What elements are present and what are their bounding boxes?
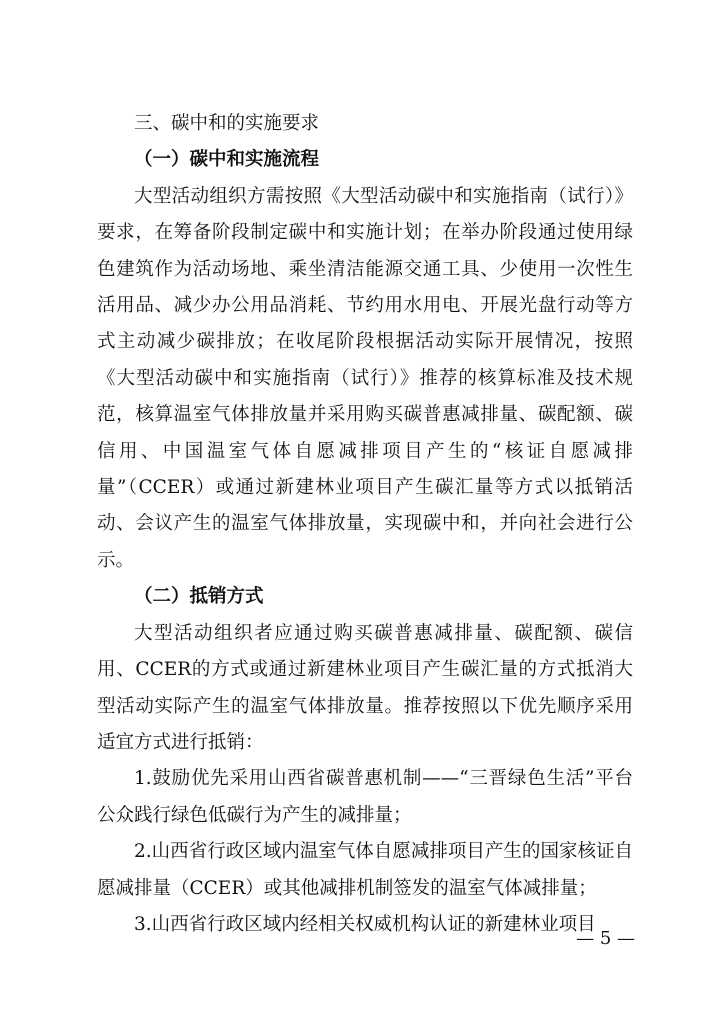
offset-paragraph: 大型活动组织者应通过购买碳普惠减排量、碳配额、碳信用、CCER的方式或通过新建林业项目产生碳汇量的方式抵消大型活动实际产生的温室气体排放量。推荐按照以下优先顺序采用适宜方式进行抵销：: [97, 622, 633, 753]
subsection-heading-offset: （二）抵销方式: [134, 586, 264, 608]
subsection-heading-process: （一）碳中和实施流程: [134, 149, 320, 171]
list-item: 2.山西省行政区域内温室气体自愿减排项目产生的国家核证自愿减排量（CCER）或其他减排机制签发的温室气体减排量；: [97, 841, 633, 899]
section-heading: 三、碳中和的实施要求: [134, 113, 320, 134]
document-body: [97, 106, 633, 943]
page-number: — 5 —: [576, 928, 635, 949]
list-item: 1.鼓励优先采用山西省碳普惠机制——“三晋绿色生活”平台公众践行绿色低碳行为产生的减排量；: [97, 768, 633, 826]
list-item: 3.山西省行政区域内经相关权威机构认证的新建林业项目: [134, 913, 596, 935]
process-paragraph: 大型活动组织方需按照《大型活动碳中和实施指南（试行）》要求，在筹备阶段制定碳中和实施计划；在举办阶段通过使用绿色建筑作为活动场地、乘坐清洁能源交通工具、少使用一次性生活用品、减少办公用品消耗、节约用水用电、开展光盘行动等方式主动减少碳排放；在收尾阶段根据活动实际开展情况，按照《大型活动碳中和实施指南（试行）》推荐的核算标准及技术规范，核算温室气体排放量并采用购买碳普惠减排量、碳配额、碳信用、中国温室气体自愿减排项目产生的“核证自愿减排量”（CCER）或通过新建林业项目产生碳汇量等方式以抵销活动、会议产生的温室气体排放量，实现碳中和，并向社会进行公示。: [97, 185, 633, 571]
